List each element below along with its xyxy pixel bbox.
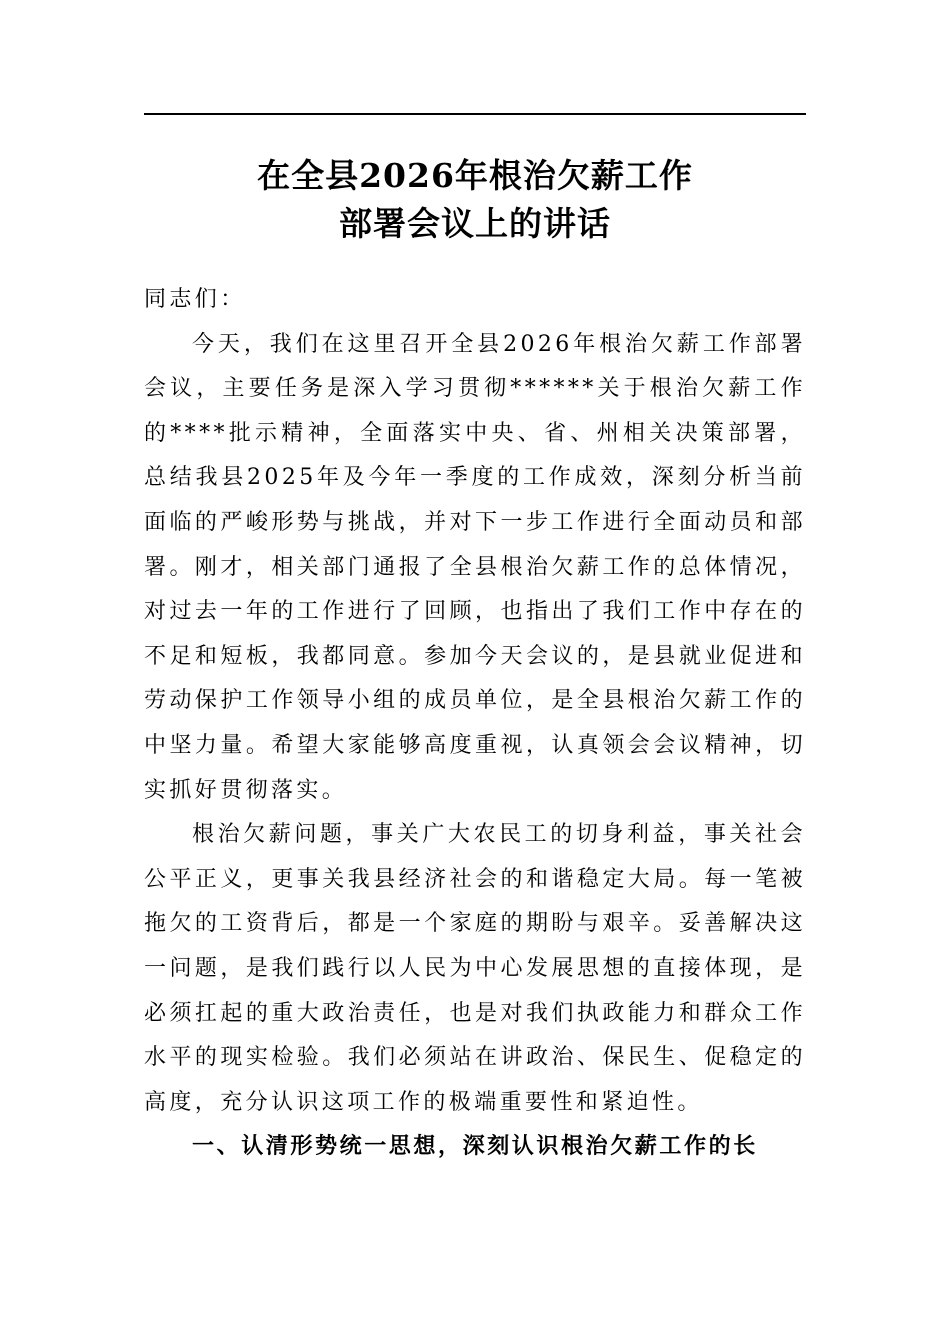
- title-line-2: 部署会议上的讲话: [339, 204, 611, 243]
- paragraph-significance: 根治欠薪问题，事关广大农民工的切身利益，事关社会公平正义，更事关我县经济社会的和谐稳定大局。每一笔被拖欠的工资背后，都是一个家庭的期盼与艰辛。妥善解决这一问题，是我们践行以人民为中心发展思想的直接体现，是必须扛起的重大政治责任，也是对我们执政能力和群众工作水平的现实检验。我们必须站在讲政治、保民生、促稳定的高度，充分认识这项工作的极端重要性和紧迫性。: [144, 822, 806, 1115]
- salutation: 同志们：: [144, 287, 246, 312]
- paragraph-opening: 今天，我们在这里召开全县2026年根治欠薪工作部署会议，主要任务是深入学习贯彻******关于根治欠薪工作的****批示精神，全面落实中央、省、州相关决策部署，总结我县2025年及今年一季度的工作成效，深刻分析当前面临的严峻形势与挑战，并对下一步工作进行全面动员和部署。刚才，相关部门通报了全县根治欠薪工作的总体情况，对过去一年的工作进行了回顾，也指出了我们工作中存在的不足和短板，我都同意。参加今天会议的，是县就业促进和劳动保护工作领导小组的成员单位，是全县根治欠薪工作的中坚力量。希望大家能够高度重视，认真领会会议精神，切实抓好贯彻落实。: [144, 331, 806, 803]
- title-line-1: 在全县2026年根治欠薪工作: [257, 156, 693, 195]
- speech-body: [144, 278, 806, 1170]
- header-rule: [144, 113, 806, 115]
- speech-title: [144, 152, 806, 248]
- section-heading-1: 一、认清形势统一思想，深刻认识根治欠薪工作的长: [192, 1134, 758, 1160]
